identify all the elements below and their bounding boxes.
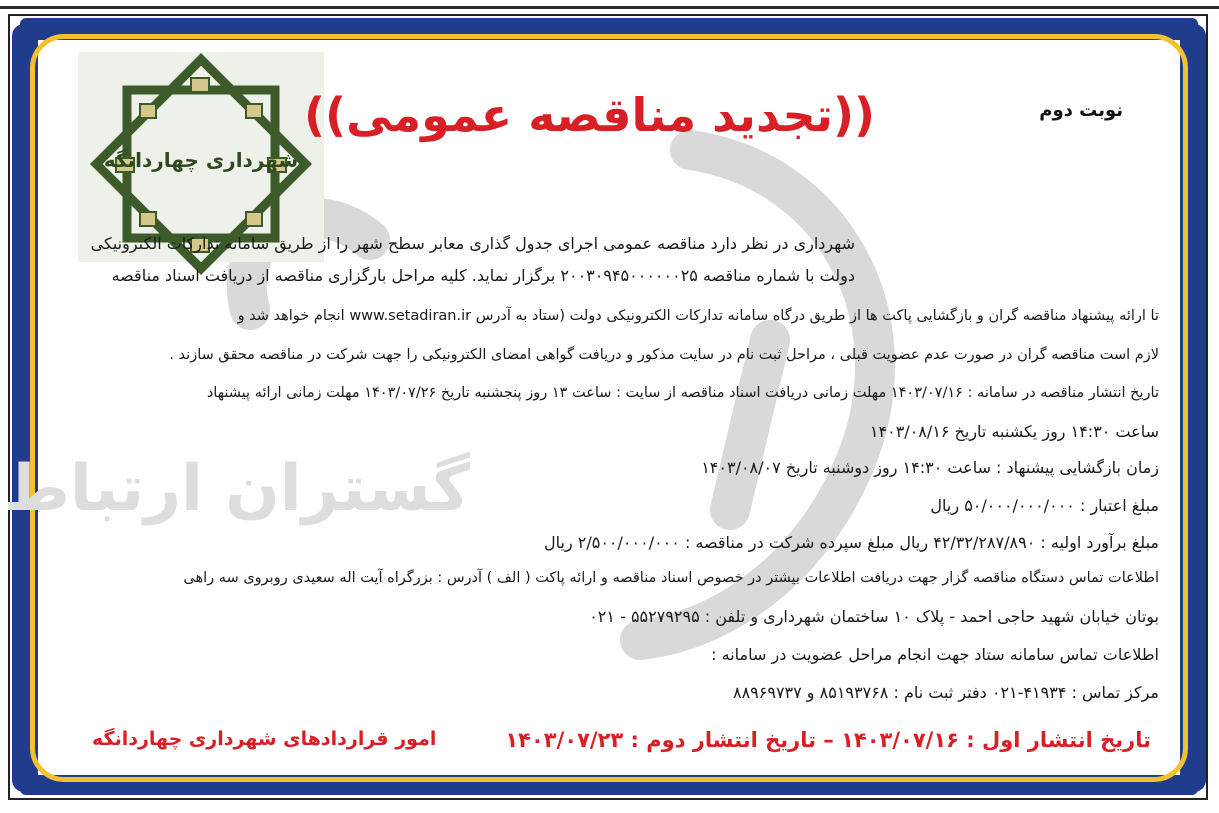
top-rule (0, 6, 1219, 9)
paragraph-line: مبلغ برآورد اولیه : ۴۲/۳۲/۲۸۷/۸۹۰ ریال مبلغ سپرده شرکت در مناقصه : ۲/۵۰۰/۰۰۰/۰۰۰ ریال (543, 533, 1159, 552)
paragraph-line: مرکز تماس : ۴۱۹۳۴-۰۲۱ دفتر ثبت نام : ۸۵۱۹۳۷۶۸ و ۸۸۹۶۹۷۳۷ (732, 683, 1159, 702)
watermark-stroke (730, 340, 770, 510)
issuer-signature: امور قراردادهای شهرداری چهاردانگه (92, 728, 437, 750)
paragraph-line: زمان بازگشایی پیشنهاد : ساعت ۱۴:۳۰ روز دوشنبه تاریخ ۱۴۰۳/۰۸/۰۷ (701, 458, 1159, 477)
paragraph-line: شهرداری در نظر دارد مناقصه عمومی اجرای جدول گذاری معابر سطح شهر را از طریق سامانه تدارکات الکترونیکی (90, 234, 855, 253)
logo-tile (246, 104, 262, 118)
notice-title: ((تجدید مناقصه عمومی)) (304, 88, 875, 142)
logo-tile (140, 212, 156, 226)
logo-tile (140, 104, 156, 118)
paragraph-line: تا ارائه پیشنهاد مناقصه گران و بازگشایی پاکت ها از طریق درگاه سامانه تدارکات الکترونیکی دولت (ستاد به آدرس www.setadiran.ir انجام خواهد شد و (237, 308, 1159, 324)
paragraph-line: دولت با شماره مناقصه ۲۰۰۳۰۹۴۵۰۰۰۰۰۰۲۵ برگزار نماید. کلیه مراحل بارگزاری مناقصه از دریافت اسناد مناقصه (111, 266, 855, 285)
paragraph-line: ساعت ۱۴:۳۰ روز یکشنبه تاریخ ۱۴۰۳/۰۸/۱۶ (869, 422, 1159, 441)
municipality-logo (78, 52, 324, 262)
paragraph-line: بوتان خیابان شهید حاجی احمد - پلاک ۱۰ ساختمان شهرداری و تلفن : ۵۵۲۷۹۲۹۵ - ۰۲۱ (589, 607, 1159, 626)
watermark-text: گستران ارتباط (3, 452, 470, 526)
paragraph-line: مبلغ اعتبار : ۵۰/۰۰۰/۰۰۰/۰۰۰ ریال (930, 496, 1159, 515)
publication-dates: تاریخ انتشار اول : ۱۴۰۳/۰۷/۱۶ – تاریخ انتشار دوم : ۱۴۰۳/۰۷/۲۳ (505, 728, 1151, 752)
paragraph-line: لازم است مناقصه گران در صورت عدم عضویت قبلی ، مراحل ثبت نام در سایت مذکور و دریافت گواهی امضای الکترونیکی را جهت شرکت در مناقصه محقق سازند . (169, 347, 1159, 363)
paragraph-line: اطلاعات تماس سامانه ستاد جهت انجام مراحل عضویت در سامانه : (711, 645, 1159, 664)
paragraph-line: اطلاعات تماس دستگاه مناقصه گزار جهت دریافت اطلاعات بیشتر در خصوص اسناد مناقصه و ارائه پاکت ( الف ) آدرس : بزرگراه آیت اله سعیدی روبروی سه راهی (183, 570, 1159, 586)
logo-text: شهرداری چهاردانگه (103, 148, 299, 172)
paragraph-line: تاریخ انتشار مناقصه در سامانه : ۱۴۰۳/۰۷/۱۶ مهلت زمانی دریافت اسناد مناقصه از سایت : ساعت ۱۳ روز پنجشنبه تاریخ ۱۴۰۳/۰۷/۲۶ مهلت زمانی ارائه پیشنهاد (206, 385, 1159, 401)
logo-tile (246, 212, 262, 226)
logo-tile (191, 78, 209, 92)
round-label: نوبت دوم (1039, 100, 1123, 121)
